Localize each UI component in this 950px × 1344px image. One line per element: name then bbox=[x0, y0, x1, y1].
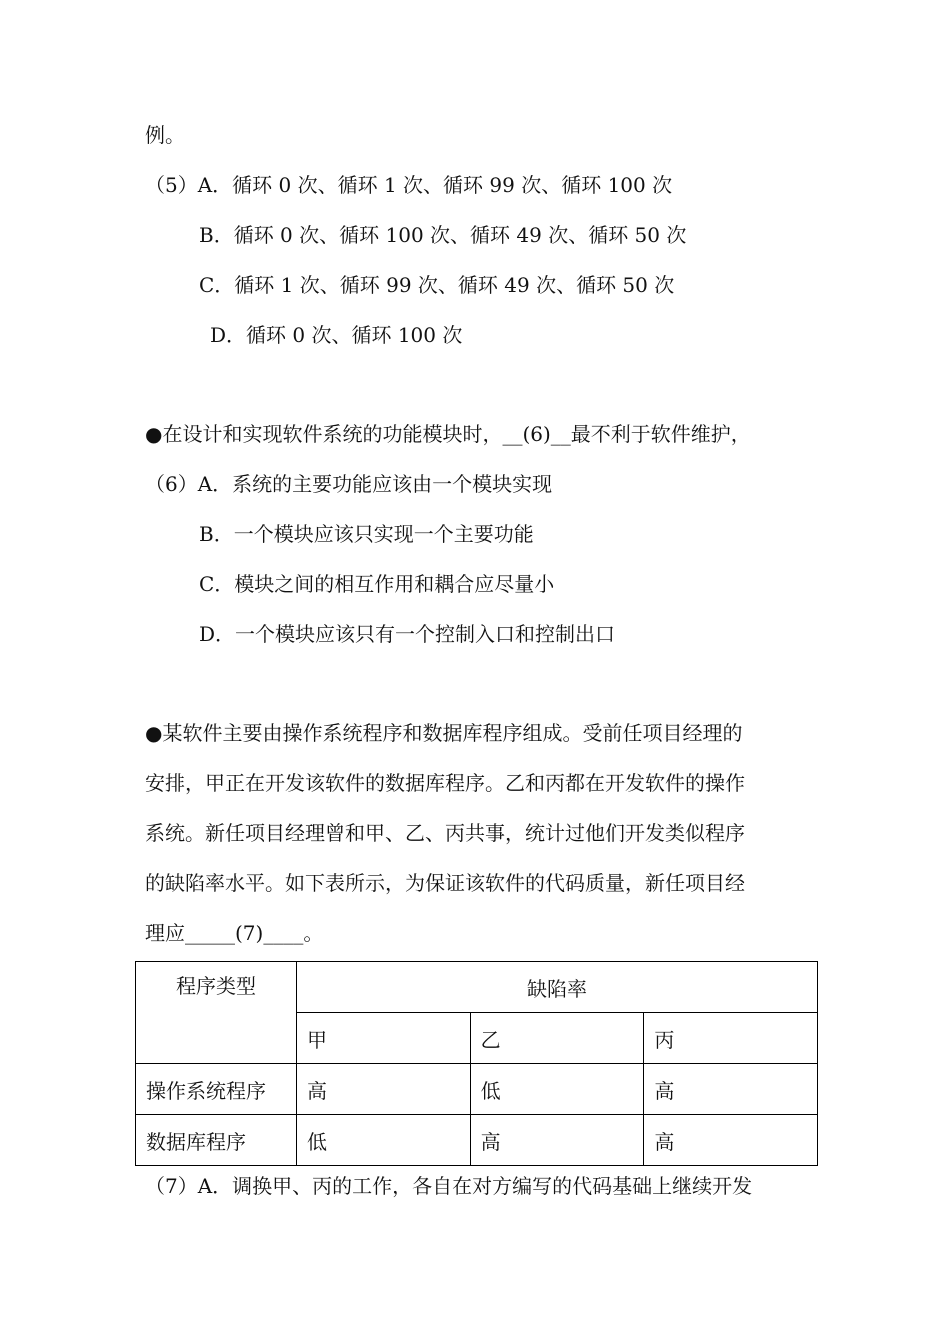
header-person-yi: 乙 bbox=[470, 1013, 644, 1064]
option-6b: B．一个模块应该只实现一个主要功能 bbox=[199, 522, 534, 546]
table-cell: 低 bbox=[297, 1115, 471, 1166]
question-7-line5: 理应_____(7)____。 bbox=[145, 921, 324, 945]
question-7-line2: 安排，甲正在开发该软件的数据库程序。乙和丙都在开发软件的操作 bbox=[145, 771, 745, 795]
option-5a: （5）A．循环 0 次、循环 1 次、循环 99 次、循环 100 次 bbox=[145, 173, 673, 197]
table-cell: 高 bbox=[470, 1115, 644, 1166]
option-6d: D．一个模块应该只有一个控制入口和控制出口 bbox=[199, 622, 616, 646]
table-cell: 高 bbox=[297, 1064, 471, 1115]
option-5c: C．循环 1 次、循环 99 次、循环 49 次、循环 50 次 bbox=[199, 273, 675, 297]
option-5d: D．循环 0 次、循环 100 次 bbox=[210, 323, 463, 347]
row-label: 操作系统程序 bbox=[136, 1064, 297, 1115]
option-6a: （6）A．系统的主要功能应该由一个模块实现 bbox=[145, 472, 553, 496]
table-cell: 低 bbox=[470, 1064, 644, 1115]
question-7-line3: 系统。新任项目经理曾和甲、乙、丙共事，统计过他们开发类似程序 bbox=[145, 821, 745, 845]
text-line: 例。 bbox=[145, 123, 185, 147]
question-7-line4: 的缺陷率水平。如下表所示，为保证该软件的代码质量，新任项目经 bbox=[145, 871, 745, 895]
table-row bbox=[136, 1115, 818, 1166]
option-7a: （7）A．调换甲、丙的工作，各自在对方编写的代码基础上继续开发 bbox=[145, 1174, 753, 1198]
header-person-jia: 甲 bbox=[297, 1013, 471, 1064]
option-6c: C．模块之间的相互作用和耦合应尽量小 bbox=[199, 572, 555, 596]
table-row bbox=[136, 1064, 818, 1115]
header-defect-rate: 缺陷率 bbox=[297, 962, 818, 1013]
row-label: 数据库程序 bbox=[136, 1115, 297, 1166]
question-7-line1: ●某软件主要由操作系统程序和数据库程序组成。受前任项目经理的 bbox=[145, 721, 743, 745]
header-person-bing: 丙 bbox=[644, 1013, 818, 1064]
question-6: ●在设计和实现软件系统的功能模块时，__(6)__最不利于软件维护， bbox=[145, 422, 751, 446]
header-program-type: 程序类型 bbox=[136, 962, 297, 1064]
option-5b: B．循环 0 次、循环 100 次、循环 49 次、循环 50 次 bbox=[199, 223, 687, 247]
table-cell: 高 bbox=[644, 1115, 818, 1166]
table-cell: 高 bbox=[644, 1064, 818, 1115]
defect-rate-table bbox=[135, 961, 818, 1166]
